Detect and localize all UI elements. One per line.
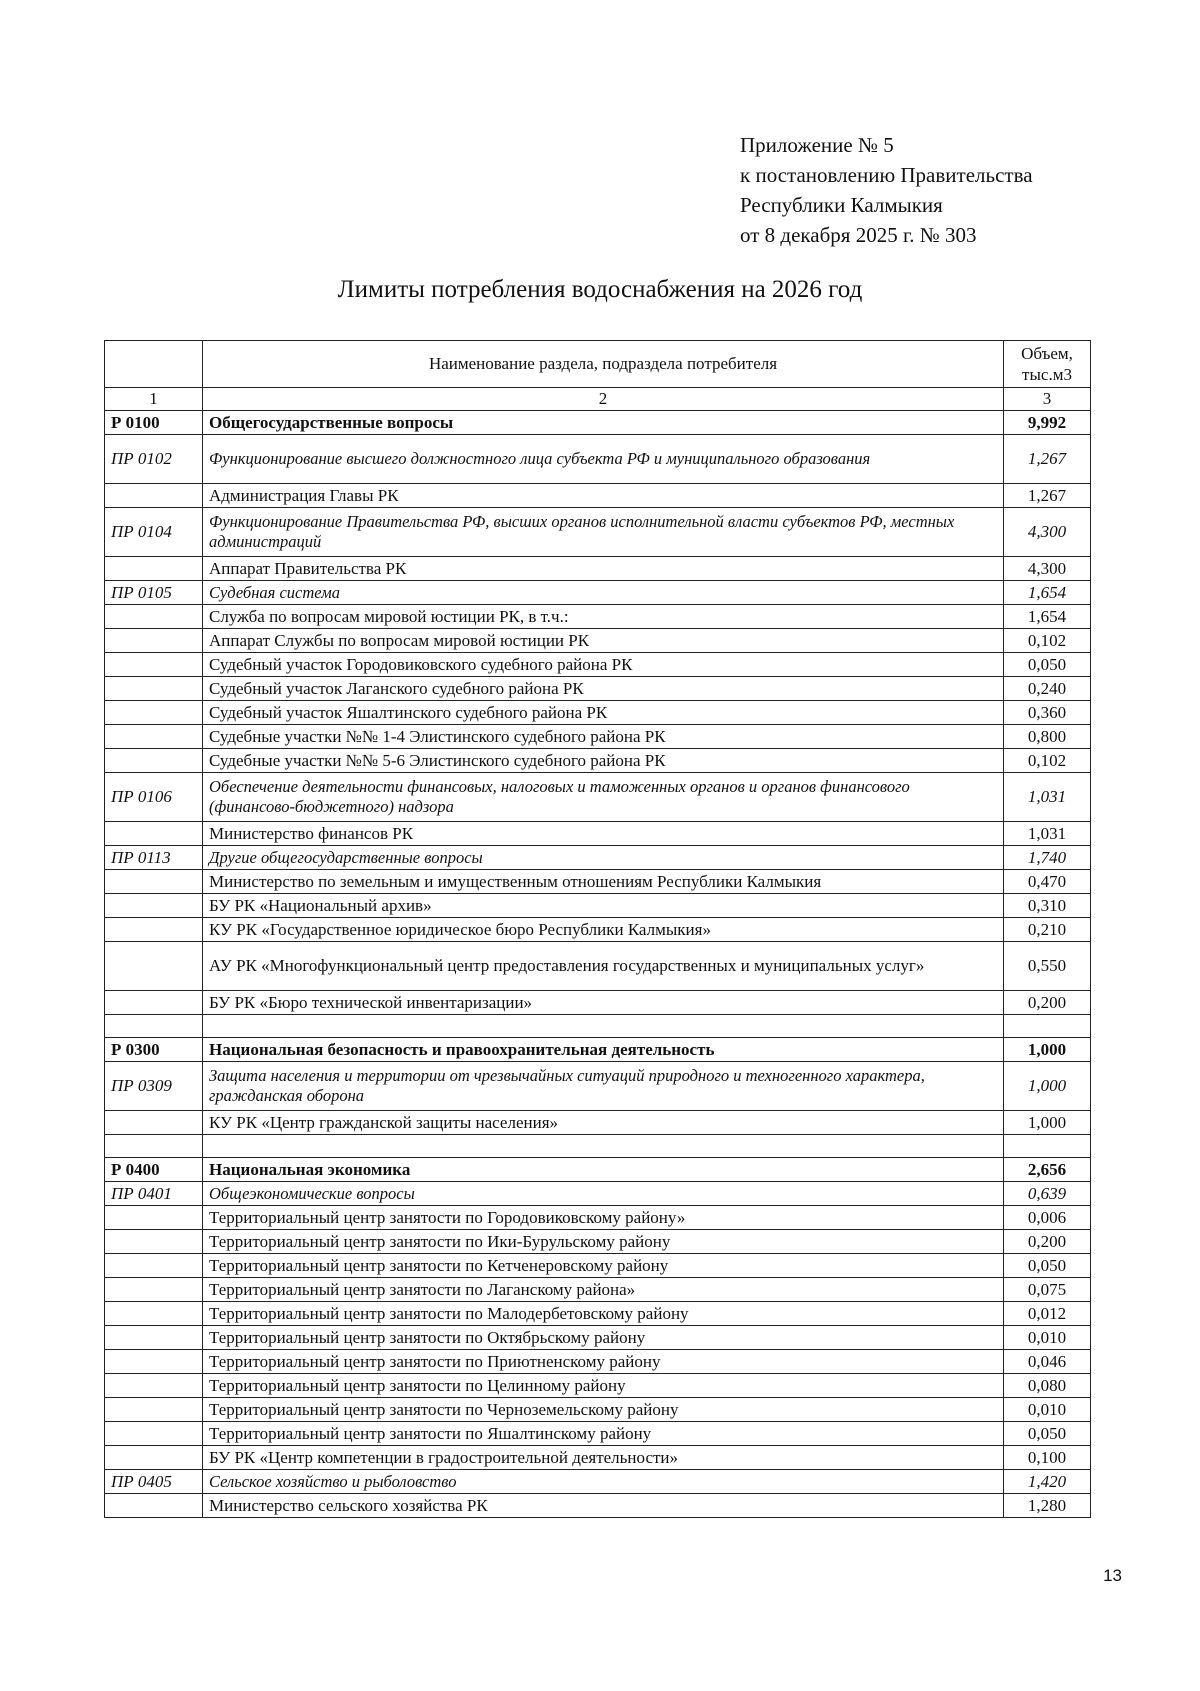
row-value: 0,012: [1004, 1302, 1091, 1326]
table-row: [105, 411, 1091, 435]
row-value: 4,300: [1004, 508, 1091, 557]
appendix-line-2: к постановлению Правительства: [740, 163, 1033, 187]
row-code: ПР 0401: [105, 1182, 203, 1206]
row-name: Территориальный центр занятости по Октябрьскому району: [203, 1326, 1004, 1350]
row-code: [105, 725, 203, 749]
table-header-row: [105, 341, 1091, 388]
row-name: Общегосударственные вопросы: [203, 411, 1004, 435]
row-code: [105, 1326, 203, 1350]
row-name: Министерство по земельным и имущественным отношениям Республики Калмыкия: [203, 870, 1004, 894]
row-value: 0,102: [1004, 749, 1091, 773]
row-name: Территориальный центр занятости по Малодербетовскому району: [203, 1302, 1004, 1326]
row-value: 2,656: [1004, 1158, 1091, 1182]
row-name: Территориальный центр занятости по Ики-Бурульскому району: [203, 1230, 1004, 1254]
row-name: БУ РК «Национальный архив»: [203, 894, 1004, 918]
row-code: [105, 605, 203, 629]
row-name: КУ РК «Государственное юридическое бюро Республики Калмыкия»: [203, 918, 1004, 942]
row-name: Судебный участок Яшалтинского судебного района РК: [203, 701, 1004, 725]
table-row: [105, 918, 1091, 942]
row-value: 1,267: [1004, 484, 1091, 508]
table-row: [105, 1278, 1091, 1302]
row-code: [105, 1350, 203, 1374]
table-row: [105, 991, 1091, 1015]
row-code: [105, 484, 203, 508]
row-code: Р 0100: [105, 411, 203, 435]
row-code: [105, 1446, 203, 1470]
row-name: Министерство финансов РК: [203, 822, 1004, 846]
row-code: ПР 0102: [105, 435, 203, 484]
row-value: 0,050: [1004, 653, 1091, 677]
row-name: Общеэкономические вопросы: [203, 1182, 1004, 1206]
table-row: [105, 581, 1091, 605]
table-row: [105, 1302, 1091, 1326]
row-name: Территориальный центр занятости по Кетченеровскому району: [203, 1254, 1004, 1278]
row-name: Защита населения и территории от чрезвычайных ситуаций природного и техногенного характера, гражданская оборона: [203, 1062, 1004, 1111]
empty-cell: [203, 1015, 1004, 1038]
row-value: 0,010: [1004, 1326, 1091, 1350]
row-code: [105, 894, 203, 918]
header-volume-cell: [1004, 341, 1091, 388]
row-value: 0,100: [1004, 1446, 1091, 1470]
row-value: 1,280: [1004, 1494, 1091, 1518]
header-name-cell: Наименование раздела, подраздела потребителя: [203, 341, 1004, 388]
row-name: Судебные участки №№ 5-6 Элистинского судебного района РК: [203, 749, 1004, 773]
row-code: [105, 1494, 203, 1518]
row-value: 0,639: [1004, 1182, 1091, 1206]
table-row: [105, 1111, 1091, 1135]
empty-row: [105, 1015, 1091, 1038]
row-value: 1,654: [1004, 605, 1091, 629]
row-name: Аппарат Службы по вопросам мировой юстиции РК: [203, 629, 1004, 653]
row-name: Служба по вопросам мировой юстиции РК, в т.ч.:: [203, 605, 1004, 629]
appendix-line-4: от 8 декабря 2025 г. № 303: [740, 223, 977, 247]
appendix-line-3: Республики Калмыкия: [740, 193, 943, 217]
empty-cell: [105, 1015, 203, 1038]
row-code: [105, 1206, 203, 1230]
row-code: [105, 749, 203, 773]
row-name: Министерство сельского хозяйства РК: [203, 1494, 1004, 1518]
table-row: [105, 1182, 1091, 1206]
appendix-block: [740, 130, 1033, 250]
row-name: Территориальный центр занятости по Целинному району: [203, 1374, 1004, 1398]
column-number-3: 3: [1004, 388, 1091, 411]
table-row: [105, 435, 1091, 484]
row-value: 0,050: [1004, 1422, 1091, 1446]
row-code: [105, 991, 203, 1015]
header-code-cell: [105, 341, 203, 388]
empty-row: [105, 1135, 1091, 1158]
row-value: 0,006: [1004, 1206, 1091, 1230]
row-name: КУ РК «Центр гражданской защиты населения»: [203, 1111, 1004, 1135]
table-row: [105, 942, 1091, 991]
row-code: [105, 629, 203, 653]
empty-cell: [203, 1135, 1004, 1158]
empty-cell: [105, 1135, 203, 1158]
row-code: [105, 1254, 203, 1278]
row-value: 1,420: [1004, 1470, 1091, 1494]
row-name: Обеспечение деятельности финансовых, налоговых и таможенных органов и органов финансового (финансово-бюджетного) надзора: [203, 773, 1004, 822]
row-value: 1,031: [1004, 822, 1091, 846]
row-code: [105, 653, 203, 677]
row-value: 0,310: [1004, 894, 1091, 918]
table-row: [105, 773, 1091, 822]
row-value: 0,210: [1004, 918, 1091, 942]
row-name: Территориальный центр занятости по Городовиковскому району»: [203, 1206, 1004, 1230]
row-value: 0,102: [1004, 629, 1091, 653]
row-code: [105, 870, 203, 894]
table-row: [105, 484, 1091, 508]
document-title: Лимиты потребления водоснабжения на 2026 год: [337, 276, 863, 303]
row-code: ПР 0104: [105, 508, 203, 557]
row-code: Р 0300: [105, 1038, 203, 1062]
row-name: Территориальный центр занятости по Черноземельскому району: [203, 1398, 1004, 1422]
table-row: [105, 822, 1091, 846]
row-value: 1,740: [1004, 846, 1091, 870]
table-row: [105, 1038, 1091, 1062]
row-name: Национальная безопасность и правоохранительная деятельность: [203, 1038, 1004, 1062]
table-row: [105, 846, 1091, 870]
row-code: [105, 557, 203, 581]
row-name: Территориальный центр занятости по Лаганскому района»: [203, 1278, 1004, 1302]
row-name: Судебный участок Лаганского судебного района РК: [203, 677, 1004, 701]
table-row: [105, 1230, 1091, 1254]
row-value: 1,031: [1004, 773, 1091, 822]
limits-table: [104, 340, 1091, 1518]
column-number-row: [105, 388, 1091, 411]
table-row: [105, 725, 1091, 749]
row-name: Аппарат Правительства РК: [203, 557, 1004, 581]
table-row: [105, 1446, 1091, 1470]
table-row: [105, 653, 1091, 677]
row-name: Территориальный центр занятости по Яшалтинскому району: [203, 1422, 1004, 1446]
header-volume-line-1: Объем,: [1021, 344, 1073, 363]
header-volume-line-2: тыс.м3: [1022, 365, 1072, 384]
row-value: 0,075: [1004, 1278, 1091, 1302]
row-name: Функционирование высшего должностного лица субъекта РФ и муниципального образования: [203, 435, 1004, 484]
row-name: Другие общегосударственные вопросы: [203, 846, 1004, 870]
row-code: ПР 0113: [105, 846, 203, 870]
table-row: [105, 870, 1091, 894]
empty-cell: [1004, 1015, 1091, 1038]
row-code: [105, 1398, 203, 1422]
row-name: Администрация Главы РК: [203, 484, 1004, 508]
row-value: 1,000: [1004, 1111, 1091, 1135]
row-value: 0,200: [1004, 991, 1091, 1015]
table-row: [105, 508, 1091, 557]
row-code: [105, 701, 203, 725]
row-code: [105, 918, 203, 942]
row-value: 0,240: [1004, 677, 1091, 701]
row-name: Функционирование Правительства РФ, высших органов исполнительной власти субъектов РФ, местных администраций: [203, 508, 1004, 557]
row-code: [105, 1302, 203, 1326]
table-row: [105, 1158, 1091, 1182]
table-row: [105, 1206, 1091, 1230]
row-code: [105, 1111, 203, 1135]
row-value: 0,800: [1004, 725, 1091, 749]
row-value: 1,654: [1004, 581, 1091, 605]
row-code: [105, 1422, 203, 1446]
row-name: Судебная система: [203, 581, 1004, 605]
row-value: 0,010: [1004, 1398, 1091, 1422]
row-value: 0,550: [1004, 942, 1091, 991]
row-code: ПР 0105: [105, 581, 203, 605]
row-name: Территориальный центр занятости по Приютненскому району: [203, 1350, 1004, 1374]
row-name: Судебный участок Городовиковского судебного района РК: [203, 653, 1004, 677]
row-value: 1,000: [1004, 1062, 1091, 1111]
table-row: [105, 1470, 1091, 1494]
empty-cell: [1004, 1135, 1091, 1158]
row-name: Национальная экономика: [203, 1158, 1004, 1182]
row-code: [105, 1278, 203, 1302]
row-value: 4,300: [1004, 557, 1091, 581]
table-row: [105, 1062, 1091, 1111]
row-value: 0,470: [1004, 870, 1091, 894]
row-code: [105, 1230, 203, 1254]
table-row: [105, 605, 1091, 629]
row-code: [105, 822, 203, 846]
column-number-1: 1: [105, 388, 203, 411]
row-name: БУ РК «Центр компетенции в градостроительной деятельности»: [203, 1446, 1004, 1470]
column-number-2: 2: [203, 388, 1004, 411]
row-code: [105, 1374, 203, 1398]
table-row: [105, 749, 1091, 773]
row-value: 0,046: [1004, 1350, 1091, 1374]
table-row: [105, 1374, 1091, 1398]
table-row: [105, 1494, 1091, 1518]
row-code: ПР 0106: [105, 773, 203, 822]
row-value: 1,000: [1004, 1038, 1091, 1062]
row-code: Р 0400: [105, 1158, 203, 1182]
row-code: ПР 0405: [105, 1470, 203, 1494]
table-row: [105, 1254, 1091, 1278]
table-row: [105, 894, 1091, 918]
row-value: 9,992: [1004, 411, 1091, 435]
table-row: [105, 1326, 1091, 1350]
row-name: Судебные участки №№ 1-4 Элистинского судебного района РК: [203, 725, 1004, 749]
row-value: 0,050: [1004, 1254, 1091, 1278]
table-row: [105, 1350, 1091, 1374]
row-value: 0,360: [1004, 701, 1091, 725]
table-row: [105, 1398, 1091, 1422]
table-row: [105, 701, 1091, 725]
table-row: [105, 629, 1091, 653]
appendix-line-1: Приложение № 5: [740, 133, 894, 157]
row-value: 0,080: [1004, 1374, 1091, 1398]
row-value: 0,200: [1004, 1230, 1091, 1254]
row-code: ПР 0309: [105, 1062, 203, 1111]
page-number: 13: [1103, 1566, 1122, 1585]
row-code: [105, 942, 203, 991]
table-row: [105, 1422, 1091, 1446]
row-code: [105, 677, 203, 701]
row-name: АУ РК «Многофункциональный центр предоставления государственных и муниципальных услуг»: [203, 942, 1004, 991]
row-name: БУ РК «Бюро технической инвентаризации»: [203, 991, 1004, 1015]
table-row: [105, 677, 1091, 701]
table-row: [105, 557, 1091, 581]
row-name: Сельское хозяйство и рыболовство: [203, 1470, 1004, 1494]
row-value: 1,267: [1004, 435, 1091, 484]
